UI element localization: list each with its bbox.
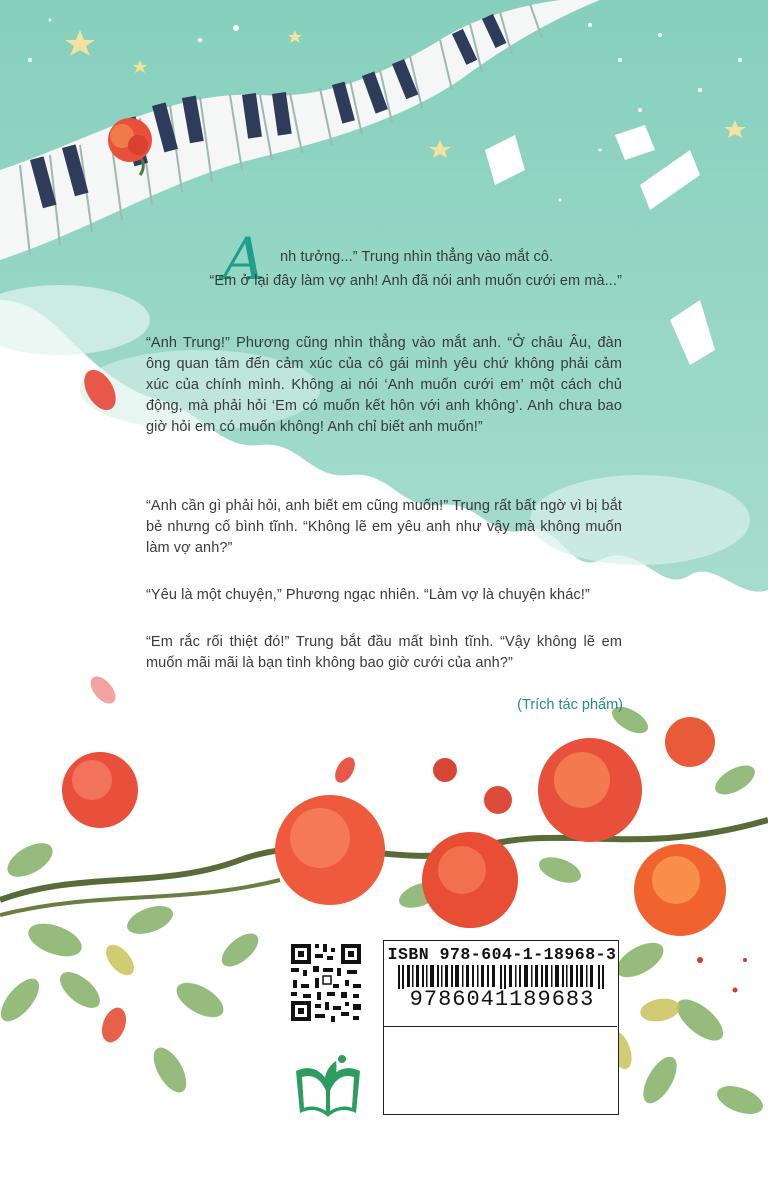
excerpt-source-note: (Trích tác phẩm): [517, 697, 623, 713]
isbn-label: ISBN 978-604-1-18968-3: [387, 945, 617, 964]
paragraph-2: “Anh Trung!” Phương cũng nhìn thẳng vào mắt anh. “Ở châu Âu, đàn ông quan tâm đến cảm xúc của cô gái mình yêu chứ không phải cảm xúc của chính mình. Không ai nói ‘Anh muốn cưới em’ một cách chủ động, mà phải hỏi ‘Em có muốn kết hôn với anh không’. Anh chưa bao giờ hỏi em có muốn không! Anh chỉ biết anh muốn!”: [146, 335, 622, 435]
petal: [98, 1004, 131, 1045]
paragraph-4: “Yêu là một chuyện,” Phương ngạc nhiên. “Làm vợ là chuyện khác!”: [146, 587, 590, 603]
roses: [62, 717, 726, 936]
isbn-barcode: [383, 940, 619, 1115]
barcode-bars: [398, 965, 608, 989]
publisher-logo-icon: [292, 1053, 364, 1121]
drop-cap: A: [223, 225, 265, 293]
petal: [331, 754, 359, 786]
petal: [86, 672, 120, 708]
isbn-digits: 9786041189683: [409, 987, 595, 1012]
berries: [697, 957, 747, 993]
price-box: [384, 1026, 617, 1115]
qr-code-icon: [287, 940, 365, 1025]
opening-line-2: “Em ở lại đây làm vợ anh! Anh đã nói anh muốn cưới em mà...”: [209, 273, 622, 289]
opening-line-1: nh tưởng...” Trung nhìn thẳng vào mắt cô.: [280, 249, 554, 265]
paragraph-5: “Em rắc rối thiệt đó!” Trung bắt đầu mất bình tĩnh. “Vậy không lẽ em muốn mãi mãi là bạn tình không bao giờ cưới của anh?”: [146, 634, 622, 671]
paragraph-3: “Anh cần gì phải hỏi, anh biết em cũng muốn!” Trung rất bất ngờ vì bị bắt bẻ nhưng cố bình tĩnh. “Không lẽ em yêu anh như vậy mà không muốn làm vợ anh?”: [146, 498, 622, 556]
